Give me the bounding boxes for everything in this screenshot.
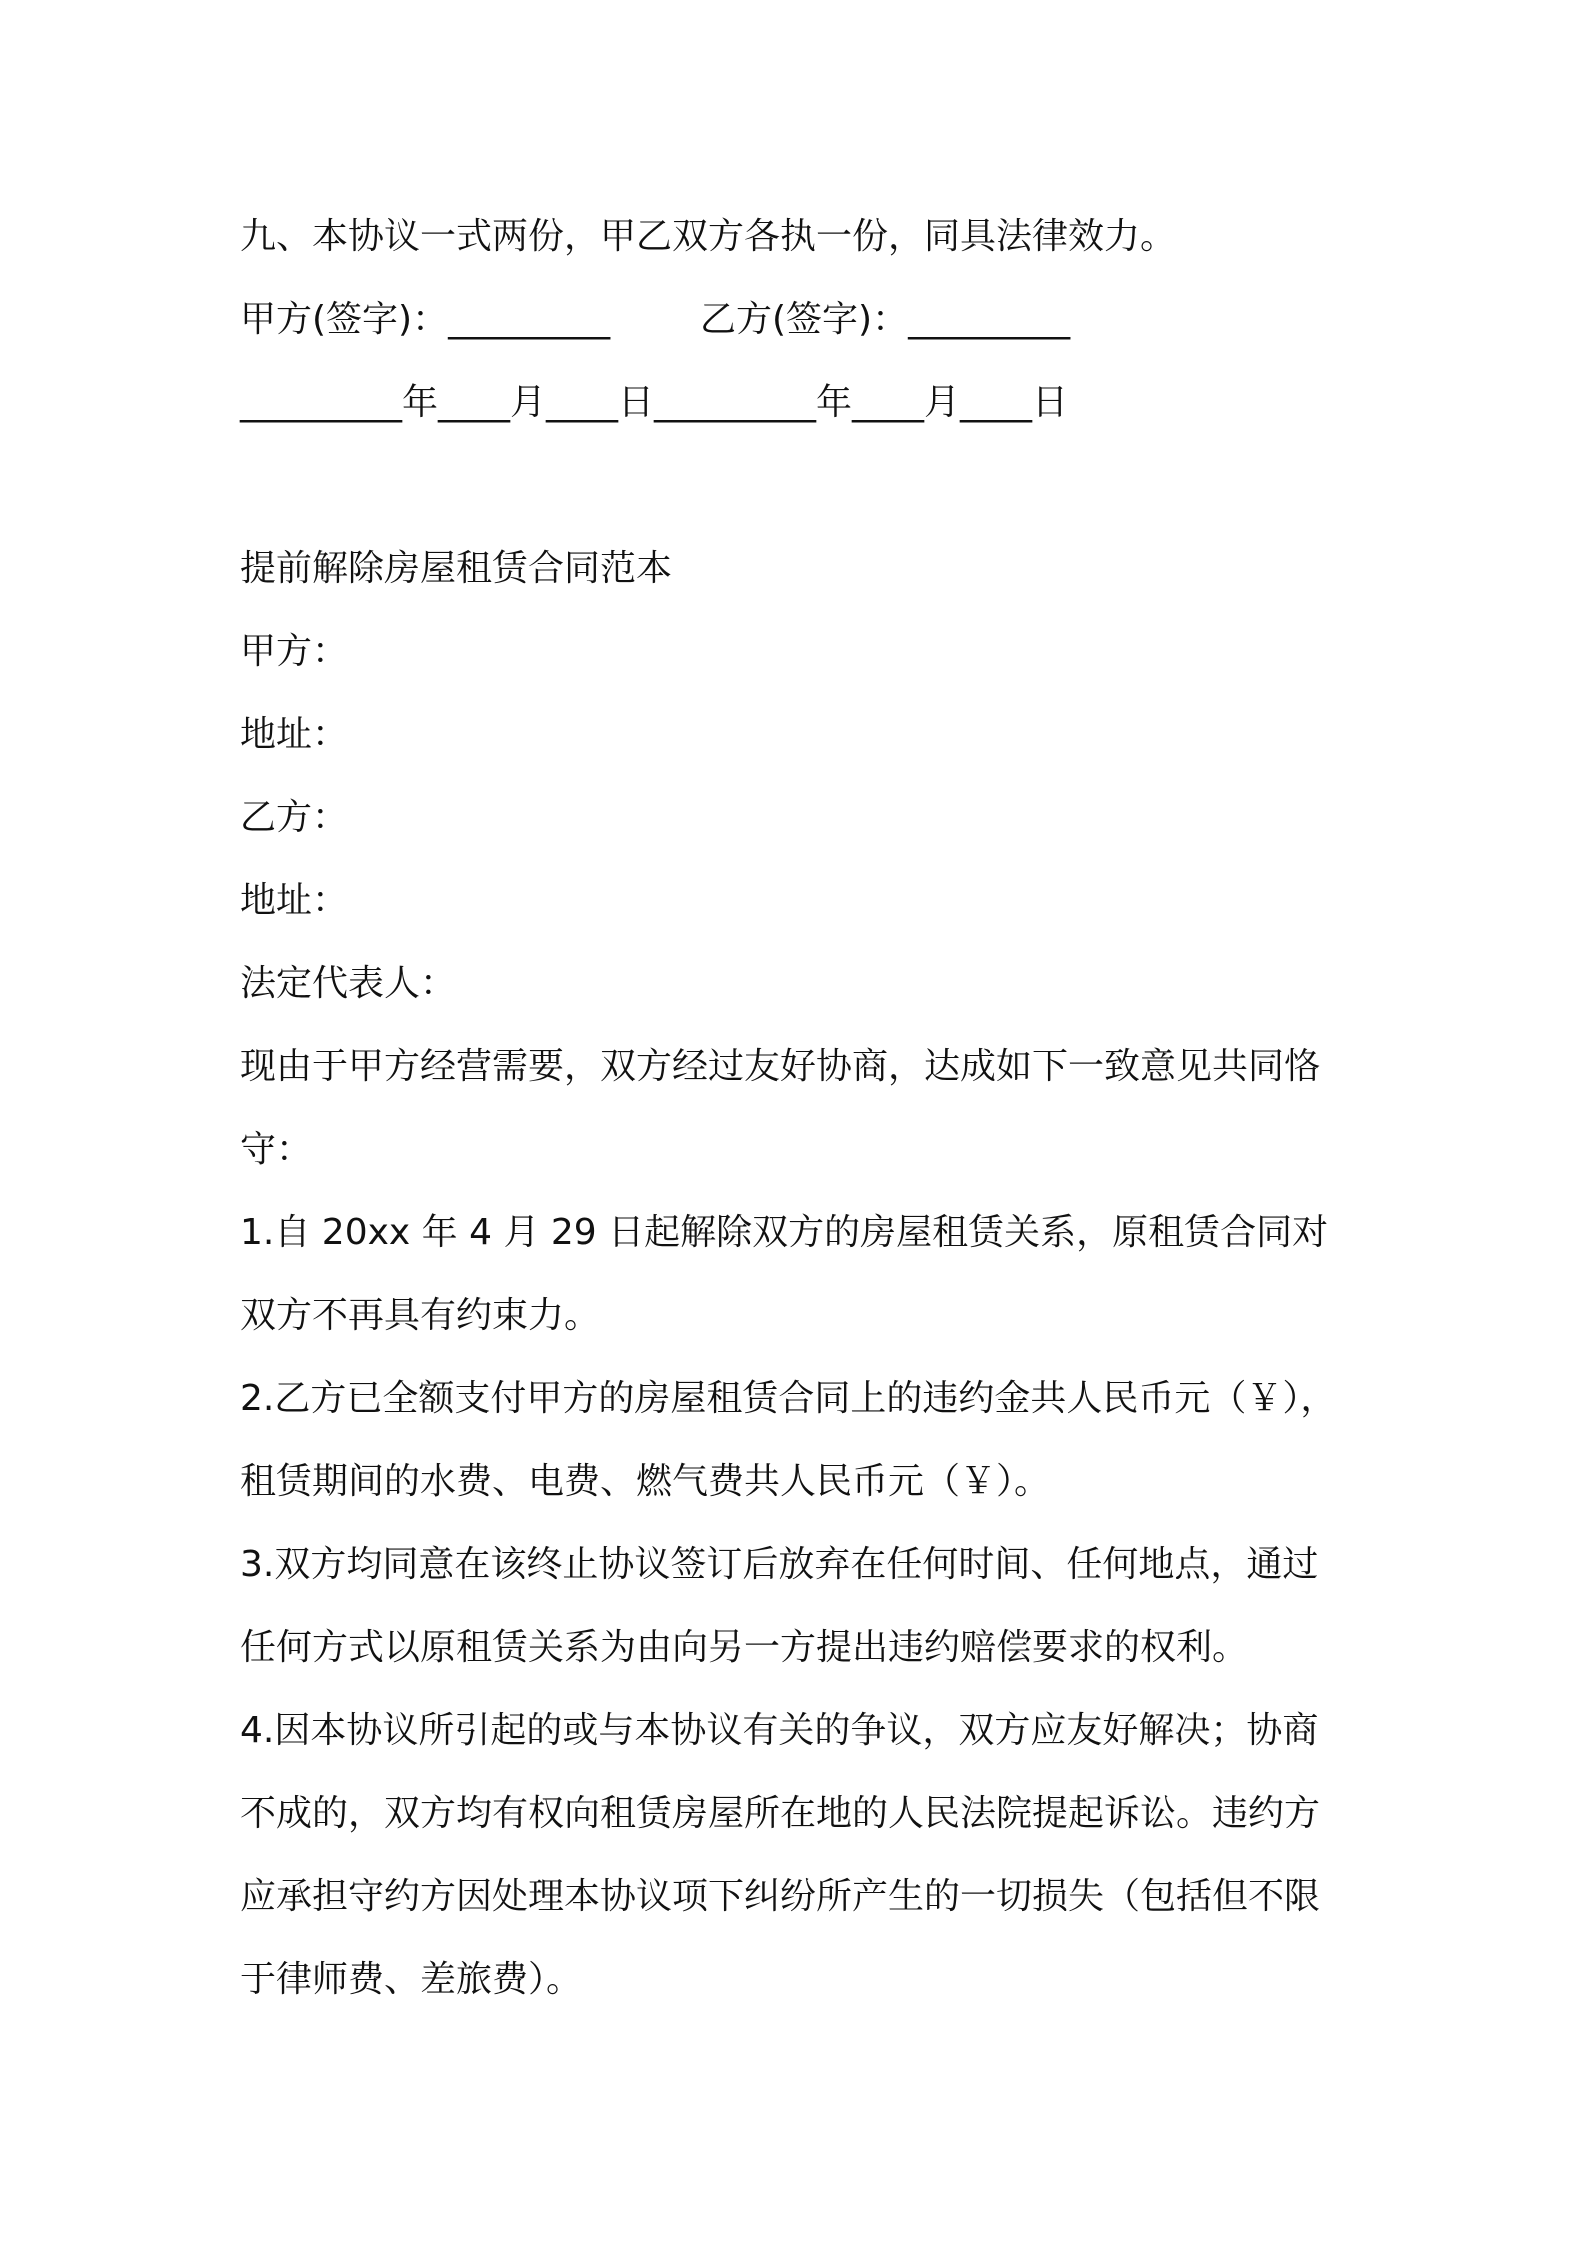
party-a-signature: 甲方(签字)：_________ bbox=[240, 299, 611, 340]
document-page bbox=[240, 195, 1360, 2021]
signature-row bbox=[240, 278, 1360, 361]
clause-nine: 九、本协议一式两份，甲乙双方各执一份，同具法律效力。 bbox=[240, 216, 1177, 257]
party-b-address-label: 地址： bbox=[240, 880, 349, 921]
intro-line: 现由于甲方经营需要，双方经过友好协商，达成如下一致意见共同恪 bbox=[240, 1046, 1321, 1087]
clause-line: 2.乙方已全额支付甲方的房屋租赁合同上的违约金共人民币元（￥）， bbox=[240, 1378, 1337, 1419]
clause-item-3 bbox=[240, 1523, 1360, 1689]
clause-line: 双方不再具有约束力。 bbox=[240, 1295, 601, 1336]
clause-item-4 bbox=[240, 1689, 1360, 2021]
intro-paragraph bbox=[240, 1025, 1360, 1191]
clause-item-2 bbox=[240, 1357, 1360, 1523]
date-line: _________年____月____日_________年____月____日 bbox=[240, 382, 1068, 423]
party-a-address-label: 地址： bbox=[240, 714, 349, 755]
document-title: 提前解除房屋租赁合同范本 bbox=[240, 548, 673, 589]
clause-line: 于律师费、差旅费）。 bbox=[240, 1959, 583, 2000]
clause-line: 1.自 20xx 年 4 月 29 日起解除双方的房屋租赁关系，原租赁合同对 bbox=[240, 1212, 1329, 1253]
party-b-label: 乙方： bbox=[240, 797, 349, 838]
intro-line: 守： bbox=[240, 1129, 313, 1170]
clause-line: 任何方式以原租赁关系为由向另一方提出违约赔偿要求的权利。 bbox=[240, 1627, 1249, 1668]
party-b-signature: 乙方(签字)：_________ bbox=[700, 299, 1071, 340]
clause-line: 3.双方均同意在该终止协议签订后放弃在任何时间、任何地点，通过 bbox=[240, 1544, 1319, 1585]
legal-representative-label: 法定代表人： bbox=[240, 963, 457, 1004]
clause-line: 不成的，双方均有权向租赁房屋所在地的人民法院提起诉讼。违约方 bbox=[240, 1793, 1321, 1834]
clause-line: 应承担守约方因处理本协议项下纠纷所产生的一切损失（包括但不限 bbox=[240, 1876, 1321, 1917]
clause-item-1 bbox=[240, 1191, 1360, 1357]
section-gap bbox=[240, 444, 1360, 527]
clause-line: 租赁期间的水费、电费、燃气费共人民币元（￥）。 bbox=[240, 1461, 1051, 1502]
party-a-label: 甲方： bbox=[240, 631, 349, 672]
clause-line: 4.因本协议所引起的或与本协议有关的争议，双方应友好解决；协商 bbox=[240, 1710, 1319, 1751]
